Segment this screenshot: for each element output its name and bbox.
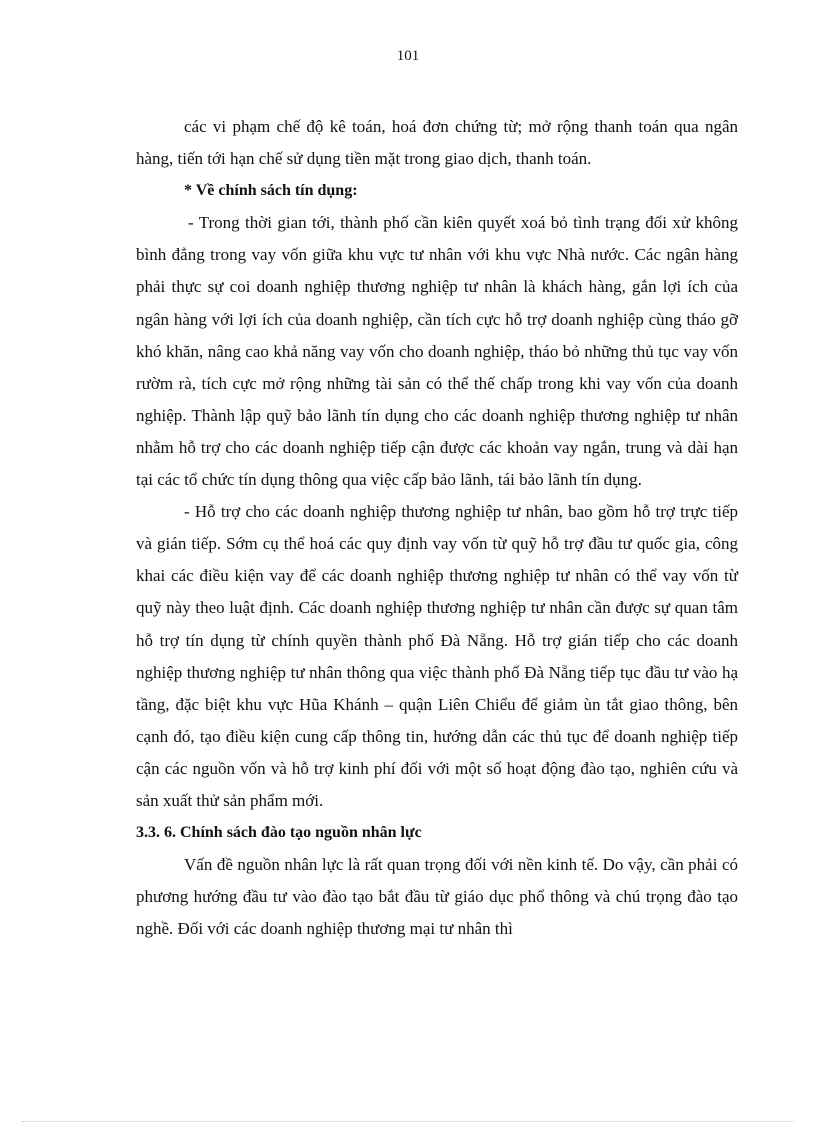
section-title: 3.3. 6. Chính sách đào tạo nguồn nhân lực bbox=[136, 824, 422, 842]
paragraph-credit-2: - Hỗ trợ cho các doanh nghiệp thương nghiệp tư nhân, bao gồm hỗ trợ trực tiếp và gián tiếp. Sớm cụ thể hoá các quy định vay vốn từ quỹ hỗ trợ đầu tư quốc gia, công khai các điều kiện vay để các doanh nghiệp thương nghiệp tư nhân có thể vay vốn từ quỹ này theo luật định. Các doanh nghiệp thương nghiệp tư nhân cần được sự quan tâm hỗ trợ tín dụng từ chính quyền thành phố Đà Nẵng. Hỗ trợ gián tiếp cho các doanh nghiệp thương nghiệp tư nhân thông qua việc thành phố Đà Nẵng tiếp tục đầu tư vào hạ tầng, đặc biệt khu vực Hũa Khánh – quận Liên Chiểu để giảm ùn tắt giao thông, bên cạnh đó, tạo điều kiện cung cấp thông tin, hướng dẫn các thủ tục để doanh nghiệp tiếp cận các nguồn vốn và hỗ trợ kinh phí đối với một số hoạt động đào tạo, nghiên cứu và sản xuất thử sản phẩm mới. bbox=[136, 502, 738, 810]
document-body bbox=[136, 111, 738, 945]
paragraph-human-resources: Vấn đề nguồn nhân lực là rất quan trọng đối với nền kinh tế. Do vậy, cần phải có phương hướng đầu tư vào đào tạo bắt đầu từ giáo dục phổ thông và chú trọng đào tạo nghề. Đối với các doanh nghiệp thương mại tư nhân thì bbox=[136, 855, 738, 939]
paragraph-credit-1: - Trong thời gian tới, thành phố cần kiên quyết xoá bỏ tình trạng đối xử không bình đẳng trong vay vốn giữa khu vực tư nhân với khu vực Nhà nước. Các ngân hàng phải thực sự coi doanh nghiệp thương nghiệp tư nhân là khách hàng, gắn lợi ích của ngân hàng với lợi ích của doanh nghiệp, cần tích cực hỗ trợ doanh nghiệp cùng tháo gỡ khó khăn, nâng cao khả năng vay vốn cho doanh nghiệp, tháo bỏ những thủ tục vay vốn rườm rà, tích cực mở rộng những tài sản có thể thế chấp trong khi vay vốn của doanh nghiệp. Thành lập quỹ bảo lãnh tín dụng cho các doanh nghiệp thương nghiệp tư nhân nhằm hỗ trợ cho các doanh nghiệp tiếp cận được các khoản vay ngắn, trung và dài hạn tại các tổ chức tín dụng thông qua việc cấp bảo lãnh, tái bảo lãnh tín dụng. bbox=[136, 213, 738, 490]
page-number: 101 bbox=[396, 48, 420, 64]
paragraph-continuation: các vi phạm chế độ kê toán, hoá đơn chứng từ; mở rộng thanh toán qua ngân hàng, tiến tới hạn chế sử dụng tiền mặt trong giao dịch, thanh toán. bbox=[136, 117, 738, 169]
subheading-credit-policy: * Về chính sách tín dụng: bbox=[184, 182, 358, 200]
footer-rule bbox=[22, 1121, 794, 1122]
